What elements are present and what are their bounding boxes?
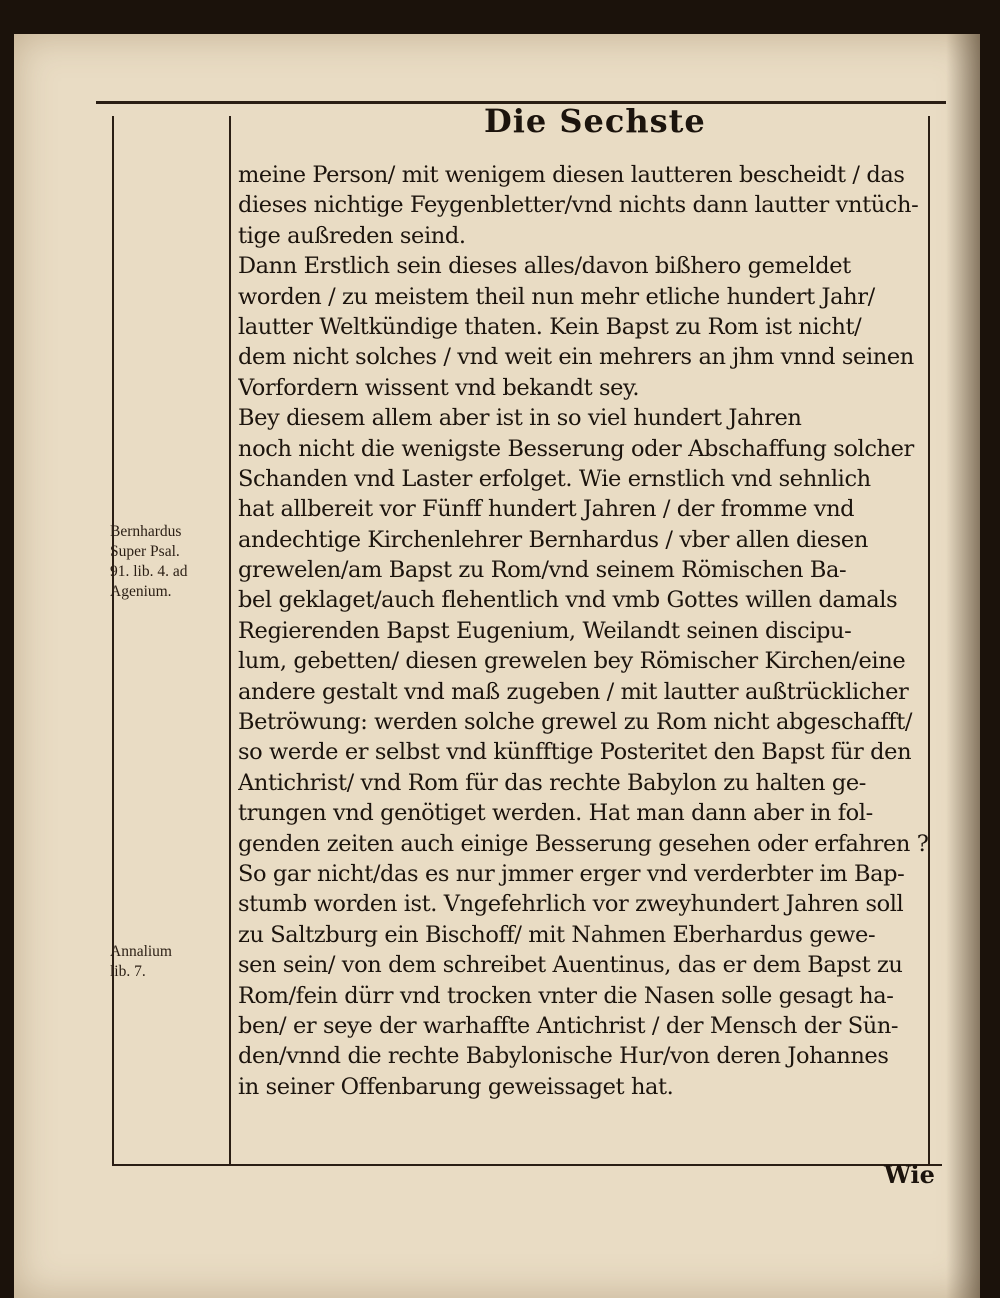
text-line: genden zeiten auch einige Besserung gesehen oder erfahren ? bbox=[238, 830, 928, 857]
text-line: lautter Weltkündige thaten. Kein Bapst zu Rom ist nicht/ bbox=[238, 313, 862, 340]
sidenote-line: Super Psal. bbox=[110, 543, 180, 560]
sidenote-line: Bernhardus bbox=[110, 523, 182, 540]
binding-shadow bbox=[946, 34, 980, 1298]
text-line: Bey diesem allem aber ist in so viel hundert Jahren bbox=[238, 405, 802, 432]
text-line: dem nicht solches / vnd weit ein mehrers an jhm vnnd seinen bbox=[238, 344, 914, 371]
text-line: worden / zu meistem theil nun mehr etliche hundert Jahr/ bbox=[238, 283, 875, 310]
catchword: Wie bbox=[884, 1160, 935, 1189]
running-head: Die Sechste bbox=[484, 102, 706, 140]
text-line: so werde er selbst vnd künfftige Posteritet den Bapst für den bbox=[238, 739, 912, 766]
text-line: den/vnnd die rechte Babylonische Hur/von deren Johannes bbox=[238, 1043, 889, 1070]
text-line: bel geklaget/auch flehentlich vnd vmb Gottes willen damals bbox=[238, 587, 898, 614]
sidenote-line: Agenium. bbox=[110, 583, 172, 600]
text-line: So gar nicht/das es nur jmmer erger vnd verderbter im Bap- bbox=[238, 860, 905, 887]
text-line: dieses nichtige Feygenbletter/vnd nichts dann lautter vntüch- bbox=[238, 192, 919, 219]
text-frame-right bbox=[928, 116, 930, 1166]
text-line: andere gestalt vnd maß zugeben / mit lautter außtrücklicher bbox=[238, 678, 909, 705]
text-frame-left bbox=[229, 116, 231, 1166]
main-text-block bbox=[238, 160, 928, 1102]
text-line: trungen vnd genötiget werden. Hat man dann aber in fol- bbox=[238, 800, 873, 827]
text-line: Antichrist/ vnd Rom für das rechte Babylon zu halten ge- bbox=[238, 769, 866, 796]
sidenote-line: Annalium bbox=[110, 943, 172, 960]
margin-frame-left bbox=[112, 116, 114, 1166]
text-line: Dann Erstlich sein dieses alles/davon bißhero gemeldet bbox=[238, 253, 851, 280]
text-line: Schanden vnd Laster erfolget. Wie ernstlich vnd sehnlich bbox=[238, 465, 871, 492]
sidenote-line: 91. lib. 4. ad bbox=[110, 563, 188, 580]
footer-rule bbox=[112, 1164, 942, 1166]
text-line: Rom/fein dürr vnd trocken vnter die Nasen solle gesagt ha- bbox=[238, 982, 894, 1009]
text-line: ben/ er seye der warhaffte Antichrist / der Mensch der Sün- bbox=[238, 1012, 899, 1039]
text-line: sen sein/ von dem schreibet Auentinus, das er dem Bapst zu bbox=[238, 952, 903, 979]
text-line: Betröwung: werden solche grewel zu Rom nicht abgeschafft/ bbox=[238, 709, 913, 736]
text-line: noch nicht die wenigste Besserung oder Abschaffung solcher bbox=[238, 435, 914, 462]
text-line: zu Saltzburg ein Bischoff/ mit Nahmen Eberhardus gewe- bbox=[238, 921, 876, 948]
text-line: andechtige Kirchenlehrer Bernhardus / vber allen diesen bbox=[238, 526, 868, 553]
text-line: grewelen/am Bapst zu Rom/vnd seinem Römischen Ba- bbox=[238, 557, 847, 584]
text-line: stumb worden ist. Vngefehrlich vor zweyhundert Jahren soll bbox=[238, 891, 904, 918]
text-line: Regierenden Bapst Eugenium, Weilandt seinen discipu- bbox=[238, 617, 852, 644]
text-line: in seiner Offenbarung geweissaget hat. bbox=[238, 1073, 674, 1100]
text-line: hat allbereit vor Fünff hundert Jahren / der fromme vnd bbox=[238, 496, 855, 523]
text-line: Vorfordern wissent vnd bekandt sey. bbox=[238, 374, 640, 401]
text-line: tige außreden seind. bbox=[238, 222, 466, 249]
sidenote-annalium bbox=[110, 942, 232, 982]
book-page bbox=[14, 34, 980, 1298]
text-line: meine Person/ mit wenigem diesen lautteren bescheidt / das bbox=[238, 162, 905, 188]
sidenote-line: lib. 7. bbox=[110, 963, 146, 980]
sidenote-bernhardus bbox=[110, 522, 232, 602]
text-line: lum, gebetten/ diesen grewelen bey Römischer Kirchen/eine bbox=[238, 648, 906, 675]
